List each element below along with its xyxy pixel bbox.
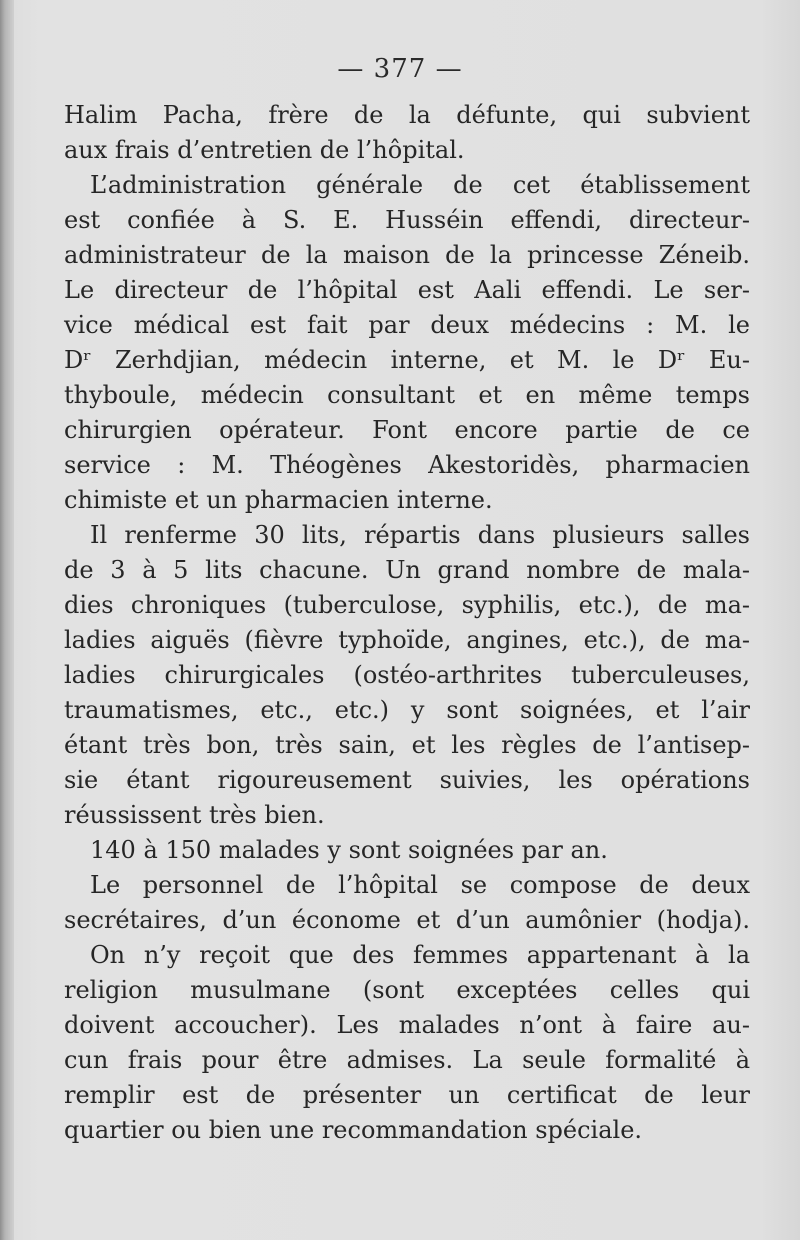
page-number: — 377 — [337,54,463,84]
text-line-20: sie étant rigoureusement suivies, les opérations [64,766,750,794]
text-line-12: chimiste et un pharmacien interne. [64,486,493,514]
text-line-3: L’administration générale de cet établissement [90,171,750,199]
text-line-28: cun frais pour être admises. La seule formalité à [64,1046,750,1074]
text-line-26: religion musulmane (sont exceptées celles qui [64,976,750,1004]
text-line-24: secrétaires, d’un économe et d’un aumônier (hodja). [64,906,750,934]
text-line-19: étant très bon, très sain, et les règles de l’antisep- [64,731,750,759]
text-line-1: Halim Pacha, frère de la défunte, qui subvient [64,101,750,129]
text-line-21: réussissent très bien. [64,801,325,829]
text-line-17: ladies chirurgicales (ostéo-arthrites tuberculeuses, [64,661,750,689]
body-text [64,98,750,1148]
text-line-6: Le directeur de l’hôpital est Aali effendi. Le ser- [64,276,750,304]
text-line-10: chirurgien opérateur. Font encore partie de ce [64,416,750,444]
text-line-7: vice médical est fait par deux médecins : M. le [64,311,750,339]
text-line-11: service : M. Théogènes Akestoridès, pharmacien [64,451,750,479]
text-line-25: On n’y reçoit que des femmes appartenant à la [90,941,750,969]
text-line-2: aux frais d’entretien de l’hôpital. [64,136,465,164]
text-line-13: Il renferme 30 lits, répartis dans plusieurs salles [90,521,750,549]
text-line-16: ladies aiguës (fièvre typhoïde, angines, etc.), de ma- [64,626,750,654]
page-binding-edge [0,0,14,1240]
text-line-18: traumatismes, etc., etc.) y sont soignées, et l’air [64,696,750,724]
text-line-15: dies chroniques (tuberculose, syphilis, etc.), de ma- [64,591,750,619]
text-line-14: de 3 à 5 lits chacune. Un grand nombre de mala- [64,556,750,584]
text-line-9: thyboule, médecin consultant et en même temps [64,381,750,409]
text-line-29: remplir est de présenter un certificat de leur [64,1081,750,1109]
text-line-22: 140 à 150 malades y sont soignées par an. [90,836,608,864]
text-line-27: doivent accoucher). Les malades n’ont à faire au- [64,1011,750,1039]
text-line-5: administrateur de la maison de la princesse Zéneib. [64,241,750,269]
text-line-23: Le personnel de l’hôpital se compose de deux [90,871,750,899]
text-line-4: est confiée à S. E. Husséin effendi, directeur- [64,206,750,234]
text-line-8: Dʳ Zerhdjian, médecin interne, et M. le Dʳ Eu- [64,346,750,374]
text-line-30: quartier ou bien une recommandation spéciale. [64,1116,643,1144]
